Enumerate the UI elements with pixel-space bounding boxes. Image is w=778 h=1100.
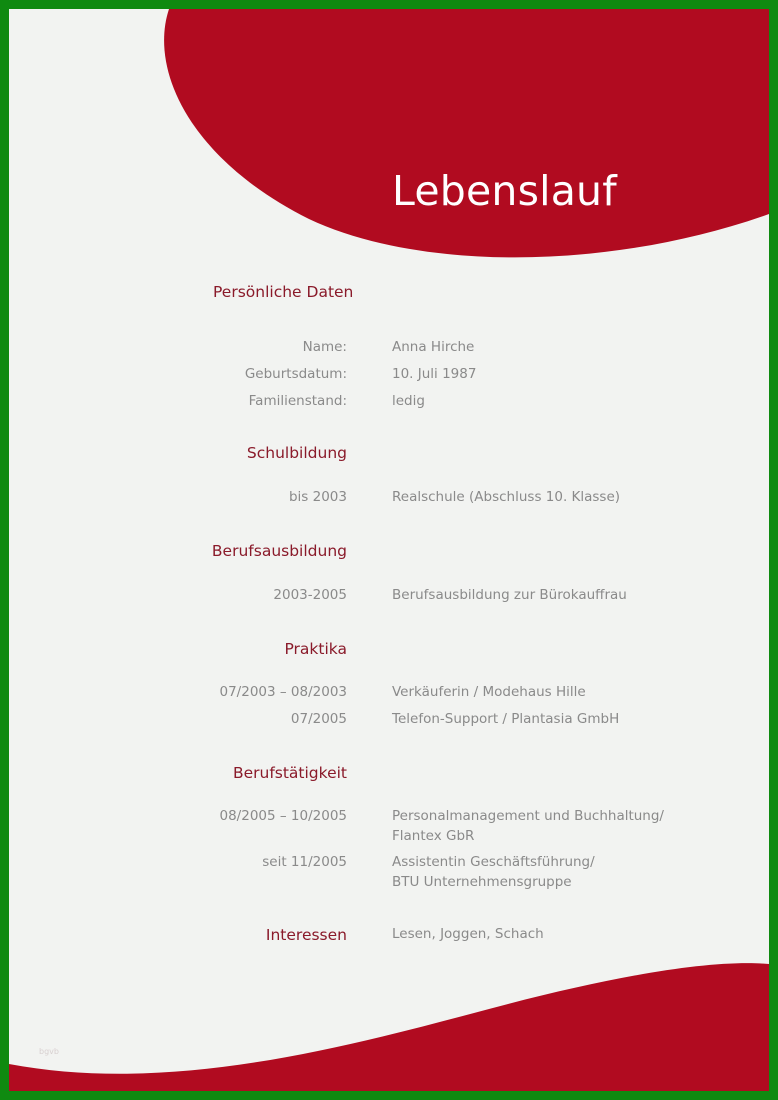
label-employment-2: seit 11/2005 xyxy=(262,854,347,870)
bottom-red-wave xyxy=(9,963,769,1091)
label-internship-2: 07/2005 xyxy=(290,711,347,727)
label-school-period: bis 2003 xyxy=(288,489,347,505)
value-internship-1: Verkäuferin / Modehaus Hille xyxy=(392,684,586,700)
watermark: bgvb xyxy=(39,1047,59,1056)
value-internship-2: Telefon-Support / Plantasia GmbH xyxy=(392,711,620,727)
value-training: Berufsausbildung zur Bürokauffrau xyxy=(392,587,627,603)
top-red-banner xyxy=(164,9,769,257)
label-marital-status: Familienstand: xyxy=(248,393,347,409)
cv-page xyxy=(9,9,769,1091)
section-heading-internships: Praktika xyxy=(284,640,347,658)
value-school: Realschule (Abschluss 10. Klasse) xyxy=(392,489,621,505)
page-title: Lebenslauf xyxy=(392,167,617,215)
value-birthdate: 10. Juli 1987 xyxy=(392,366,477,382)
section-heading-training: Berufsausbildung xyxy=(211,542,347,560)
section-heading-personal: Persönliche Daten xyxy=(213,283,354,301)
value-employment-2-line2: BTU Unternehmensgruppe xyxy=(392,874,572,890)
value-employment-1-line2: Flantex GbR xyxy=(392,828,475,844)
section-heading-interests: Interessen xyxy=(265,926,347,944)
label-internship-1: 07/2003 – 08/2003 xyxy=(219,684,347,700)
background-decoration xyxy=(9,9,769,1091)
value-employment-1-line1: Personalmanagement und Buchhaltung/ xyxy=(392,808,664,824)
label-training-period: 2003-2005 xyxy=(273,587,347,603)
value-marital-status: ledig xyxy=(392,393,425,409)
section-heading-school: Schulbildung xyxy=(246,444,347,462)
label-employment-1: 08/2005 – 10/2005 xyxy=(219,808,347,824)
label-name: Name: xyxy=(302,339,347,355)
value-name: Anna Hirche xyxy=(392,339,475,355)
value-employment-2-line1: Assistentin Geschäftsführung/ xyxy=(392,854,595,870)
value-interests: Lesen, Joggen, Schach xyxy=(392,926,544,942)
label-birthdate: Geburtsdatum: xyxy=(244,366,347,382)
section-heading-employment: Berufstätigkeit xyxy=(232,764,347,782)
